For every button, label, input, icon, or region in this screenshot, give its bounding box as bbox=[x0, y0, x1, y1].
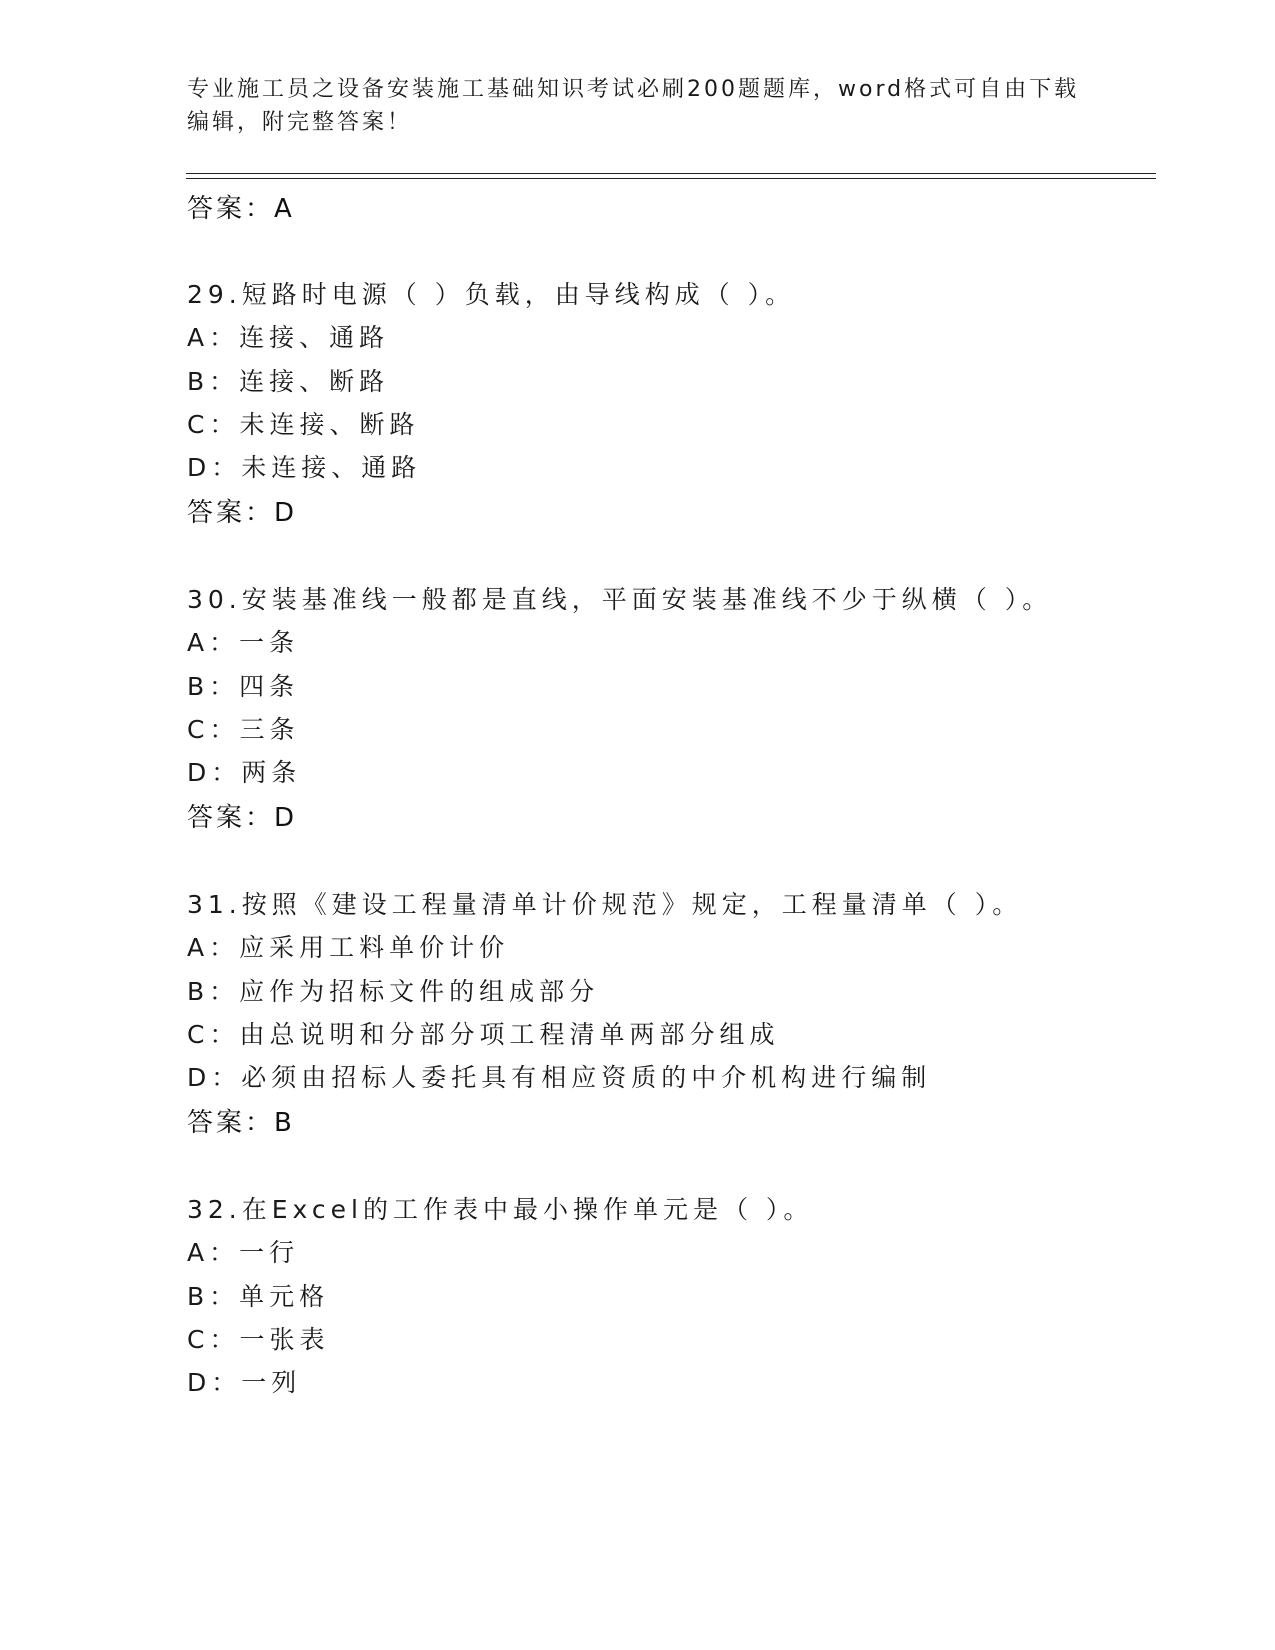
answer-line: 答案：D bbox=[187, 498, 298, 528]
answer-line: 答案：B bbox=[187, 1108, 295, 1138]
option-d: D：两条 bbox=[187, 758, 302, 787]
option-b: B：连接、断路 bbox=[187, 367, 390, 396]
option-c: C：三条 bbox=[187, 715, 300, 744]
answer-line: 答案：A bbox=[187, 194, 295, 224]
option-c: C：由总说明和分部分项工程清单两部分组成 bbox=[187, 1020, 780, 1049]
option-b: B：四条 bbox=[187, 672, 300, 701]
option-d: D：一列 bbox=[187, 1368, 302, 1397]
option-a: A：应采用工料单价计价 bbox=[187, 933, 510, 962]
option-d: D：未连接、通路 bbox=[187, 453, 422, 482]
option-b: B：单元格 bbox=[187, 1282, 330, 1311]
question-stem: 29.短路时电源（ ）负载，由导线构成（ ）。 bbox=[187, 280, 796, 309]
option-a: A：一行 bbox=[187, 1238, 300, 1267]
header-line-1: 专业施工员之设备安装施工基础知识考试必刷200题题库，word格式可自由下载 bbox=[187, 77, 1080, 102]
answer-line: 答案：D bbox=[187, 803, 298, 833]
option-d: D：必须由招标人委托具有相应资质的中介机构进行编制 bbox=[187, 1063, 932, 1092]
question-stem: 30.安装基准线一般都是直线，平面安装基准线不少于纵横（ ）。 bbox=[187, 585, 1053, 614]
header-line-2: 编辑，附完整答案！ bbox=[187, 110, 413, 135]
question-stem: 32.在Excel的工作表中最小操作单元是（ ）。 bbox=[187, 1195, 814, 1224]
option-a: A：连接、通路 bbox=[187, 323, 390, 352]
option-c: C：未连接、断路 bbox=[187, 410, 420, 439]
option-a: A：一条 bbox=[187, 628, 300, 657]
question-stem: 31.按照《建设工程量清单计价规范》规定，工程量清单（ ）。 bbox=[187, 890, 1023, 919]
document-header bbox=[187, 73, 1087, 139]
option-b: B：应作为招标文件的组成部分 bbox=[187, 977, 600, 1006]
header-divider-bottom bbox=[186, 178, 1156, 179]
header-divider-top bbox=[186, 173, 1156, 174]
option-c: C：一张表 bbox=[187, 1325, 330, 1354]
